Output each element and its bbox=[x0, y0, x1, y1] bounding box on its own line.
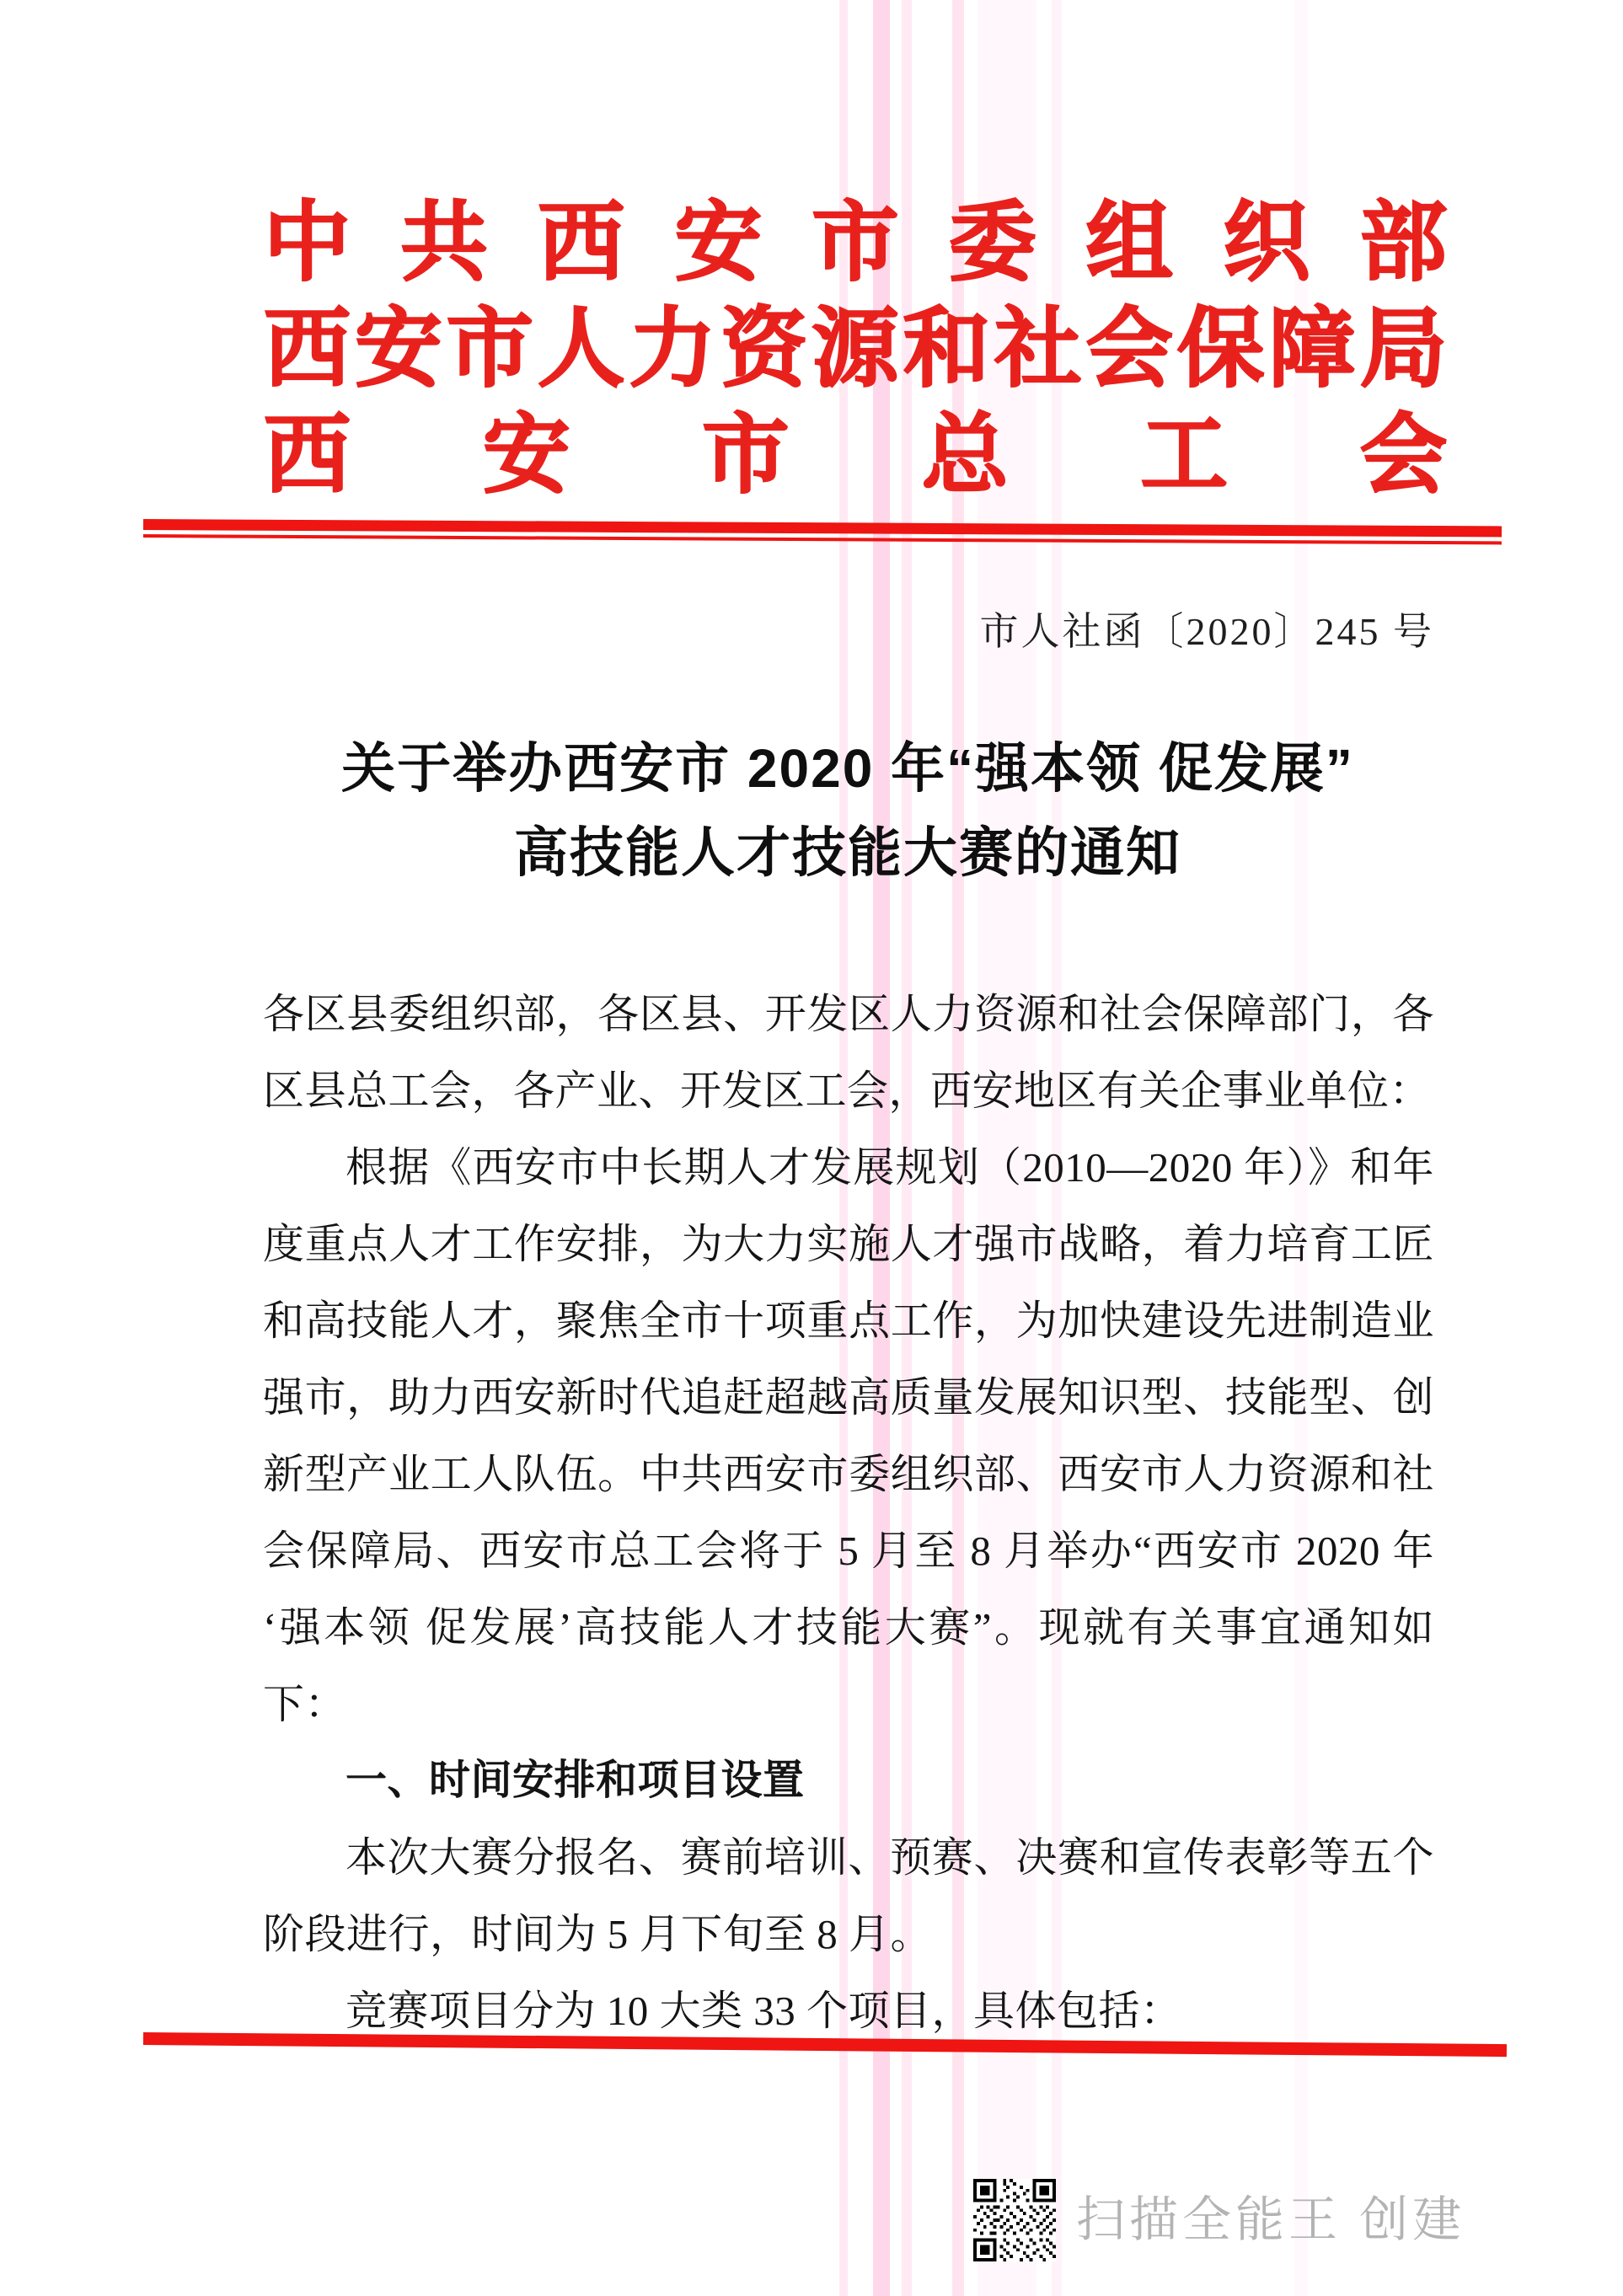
body-line: 根据《西安市中长期人才发展规划（2010—2020 年）》和年 bbox=[345, 1144, 1434, 1191]
org-name-line-1: 中共西安市委组织部 bbox=[264, 195, 1447, 292]
body-line: ‘强本领 促发展’高技能人才技能大赛”。现就有关事宜通知如 bbox=[263, 1604, 1434, 1651]
body-line: 各区县委组织部，各区县、开发区人力资源和社会保障部门，各 bbox=[263, 991, 1434, 1037]
letterhead bbox=[264, 190, 1447, 509]
body-line: 阶段进行，时间为 5 月下旬至 8 月。 bbox=[263, 1911, 933, 1957]
document-title-line-2: 高技能人才技能大赛的通知 bbox=[514, 822, 1181, 883]
qr-code-icon bbox=[973, 2179, 1056, 2261]
body-line: 会保障局、西安市总工会将于 5 月至 8 月举办“西安市 2020 年 bbox=[263, 1528, 1434, 1574]
doc-number: 市人社函〔2020〕245 号 bbox=[979, 610, 1434, 653]
body-line: 度重点人才工作安排，为大力实施人才强市战略，着力培育工匠 bbox=[263, 1221, 1434, 1267]
body-line: 新型产业工人队伍。中共西安市委组织部、西安市人力资源和社 bbox=[263, 1451, 1434, 1497]
header-rule bbox=[143, 519, 1502, 544]
body-section-heading: 一、时间安排和项目设置 bbox=[345, 1758, 805, 1803]
document-title bbox=[261, 726, 1434, 895]
body-line: 区县总工会，各产业、开发区工会，西安地区有关企事业单位： bbox=[263, 1068, 1432, 1114]
document-title-line-1: 关于举办西安市 2020 年“强本领 促发展” bbox=[341, 738, 1354, 799]
org-name-line-2: 西安市人力资源和社会保障局 bbox=[264, 302, 1447, 398]
body-line: 下： bbox=[263, 1681, 347, 1727]
camscanner-watermark-text: 扫描全能王 创建 bbox=[1076, 2192, 1466, 2247]
camscanner-watermark bbox=[973, 2179, 1465, 2261]
body-text bbox=[263, 976, 1434, 2049]
org-name-line-3: 西安市总工会 bbox=[264, 408, 1447, 504]
body-line: 竞赛项目分为 10 大类 33 个项目，具体包括： bbox=[345, 1988, 1182, 2034]
body-line: 本次大赛分报名、赛前培训、预赛、决赛和宣传表彰等五个 bbox=[345, 1834, 1434, 1881]
body-line: 和高技能人才，聚焦全市十项重点工作，为加快建设先进制造业 bbox=[263, 1298, 1434, 1344]
body-line: 强市，助力西安新时代追赶超越高质量发展知识型、技能型、创 bbox=[263, 1374, 1434, 1421]
